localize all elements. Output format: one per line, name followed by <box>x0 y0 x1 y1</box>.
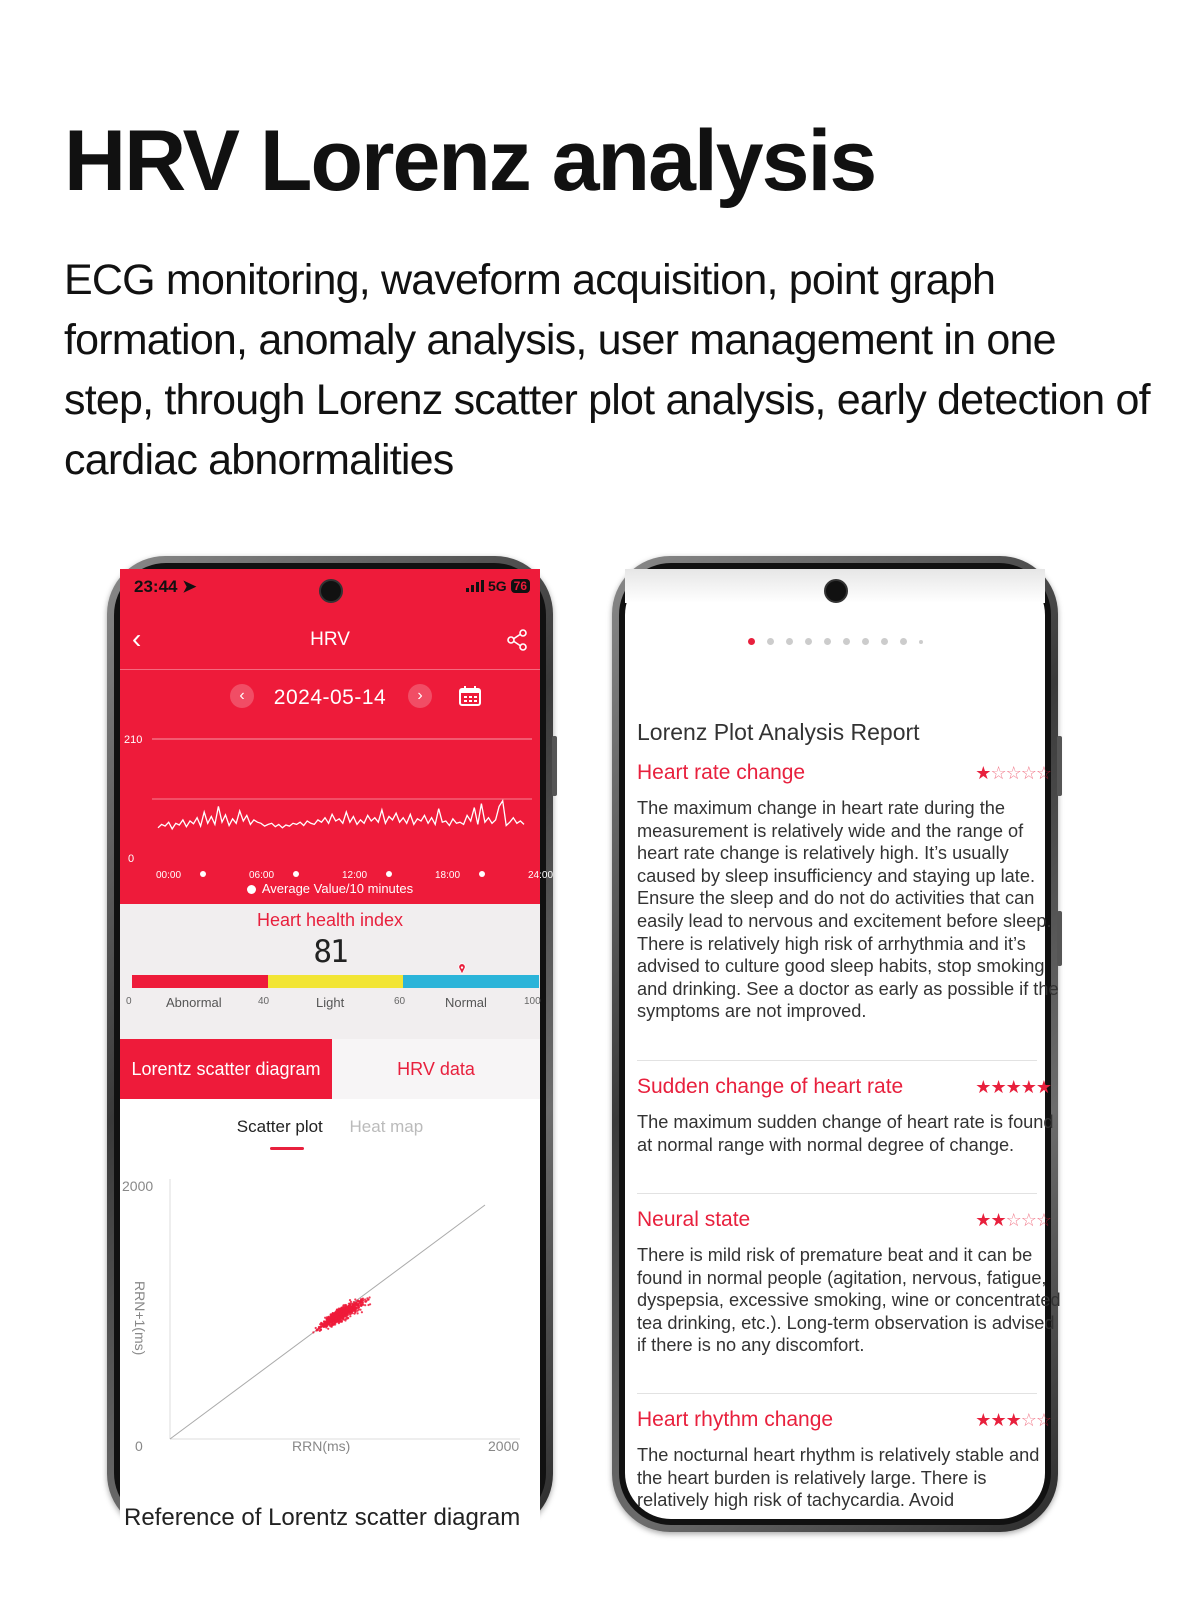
scatter-point <box>320 1329 322 1331</box>
scatter-point <box>333 1321 335 1323</box>
divider <box>637 1060 1037 1061</box>
star-filled-icon: ★ <box>990 1077 1006 1097</box>
star-empty-icon: ☆ <box>1020 1410 1036 1430</box>
scatter-point <box>326 1318 328 1320</box>
scatter-point <box>350 1305 352 1307</box>
chart-x-tick-label: 18:00 <box>435 870 461 881</box>
scatter-points <box>312 1296 371 1333</box>
light-segment <box>268 975 404 988</box>
star-rating <box>975 1210 1051 1231</box>
chart-legend: Average Value/10 minutes <box>120 881 540 896</box>
star-filled-icon: ★ <box>1035 1077 1051 1097</box>
star-filled-icon: ★ <box>990 1410 1006 1430</box>
star-filled-icon: ★ <box>990 1210 1006 1230</box>
tick-40: 40 <box>258 996 270 1007</box>
right-phone-screen <box>625 569 1061 1519</box>
next-date-button[interactable]: › <box>408 684 432 708</box>
scatter-point <box>353 1305 355 1307</box>
scatter-point <box>339 1313 341 1315</box>
tab-lorentz-scatter[interactable]: Lorentz scatter diagram <box>120 1039 332 1099</box>
right-phone <box>612 556 1061 1532</box>
scatter-point <box>340 1321 342 1323</box>
scatter-point <box>357 1312 359 1314</box>
signal-icon <box>466 580 484 592</box>
star-rating <box>975 1077 1051 1098</box>
zone-light: Light <box>316 995 345 1010</box>
status-time: 23:44 ➤ <box>134 577 197 596</box>
scatter-point <box>347 1317 349 1319</box>
chart-y-max-label: 210 <box>124 734 143 746</box>
health-index-value: 81 <box>313 934 347 970</box>
scatter-y-max-label: 2000 <box>122 1178 154 1194</box>
scatter-point <box>364 1301 366 1303</box>
scatter-point <box>343 1313 345 1315</box>
section-body: There is mild risk of premature beat and it can be found in normal people (agitation, nervous, fatigue, dyspepsia, excessive smoking, wine or concentrated tea drinking, etc.). Long-term observation is advised if there is no any discomfort. <box>637 1245 1061 1356</box>
scatter-point <box>332 1317 334 1319</box>
divider <box>637 1193 1037 1194</box>
section-body: The nocturnal heart rhythm is relatively stable and the heart burden is relatively large. There is relatively high risk of tachycardia. Avoid <box>637 1445 1040 1511</box>
scatter-point <box>328 1324 330 1326</box>
section-body: The maximum sudden change of heart rate is found at normal range with normal degree of change. <box>637 1112 1054 1155</box>
scatter-point <box>358 1306 360 1308</box>
page-dot[interactable] <box>824 638 831 645</box>
heart-health-index-panel <box>120 904 540 1039</box>
scatter-origin-label: 0 <box>135 1438 143 1454</box>
scatter-point <box>338 1317 340 1319</box>
scatter-point <box>359 1309 361 1311</box>
chart-x-tick-label: 24:00 <box>528 870 554 881</box>
zone-normal: Normal <box>445 995 487 1010</box>
scatter-point <box>326 1325 328 1327</box>
star-empty-icon: ☆ <box>990 763 1006 783</box>
page-dot[interactable] <box>767 638 774 645</box>
tick-0: 0 <box>126 996 132 1007</box>
scatter-plot-area <box>120 1099 540 1559</box>
health-index-marker-icon <box>457 964 467 974</box>
star-filled-icon: ★ <box>1005 1077 1021 1097</box>
side-button <box>1057 736 1062 796</box>
chart-x-tick-dot <box>386 871 392 877</box>
scatter-point <box>356 1310 358 1312</box>
subtab-heat-map[interactable]: Heat map <box>349 1117 424 1136</box>
chart-x-tick-dot <box>479 871 485 877</box>
scatter-point <box>354 1311 356 1313</box>
scatter-point <box>369 1303 371 1305</box>
scatter-point <box>318 1326 320 1328</box>
scatter-point <box>335 1312 337 1314</box>
page-dot[interactable] <box>786 638 793 645</box>
hrv-header-panel <box>120 569 554 904</box>
normal-segment <box>403 975 539 988</box>
health-index-bar <box>132 975 539 988</box>
back-arrow-icon[interactable]: ‹ <box>132 623 142 654</box>
battery-icon: 76 <box>511 579 530 593</box>
share-icon[interactable] <box>506 629 528 651</box>
section-heart-rhythm-change <box>637 1408 1051 1512</box>
hrv-line-chart <box>120 739 554 881</box>
scatter-point <box>340 1315 342 1317</box>
page-dot[interactable] <box>862 638 869 645</box>
scatter-point <box>342 1308 344 1310</box>
scatter-point <box>344 1311 346 1313</box>
scatter-point <box>321 1323 323 1325</box>
scatter-point <box>349 1315 351 1317</box>
star-empty-icon: ☆ <box>1005 1210 1021 1230</box>
camera-cutout <box>824 579 848 603</box>
star-filled-icon: ★ <box>975 1210 991 1230</box>
scatter-point <box>348 1308 350 1310</box>
scatter-point <box>367 1299 369 1301</box>
network-type: 5G <box>487 578 507 594</box>
status-indicators <box>466 578 530 594</box>
scatter-point <box>330 1325 332 1327</box>
page-title: HRV <box>310 629 350 650</box>
headline: HRV Lorenz analysis <box>64 113 876 209</box>
scatter-point <box>336 1320 338 1322</box>
chart-y-min-label: 0 <box>128 853 135 865</box>
section-body: The maximum change in heart rate during the measurement is relatively wide and the range of heart rate change is relatively high. It’s usually caused by sleep insufficiency and staying up late. Ensure the sleep and do not do activities that can easily lead to nervous and excitement before sleep. There is relatively high risk of arrhythmia and it’s advised to culture good sleep habits, stop smoking and drinking. See a doctor as early as possible if the symptoms are not improved. <box>637 798 1059 1022</box>
star-empty-icon: ☆ <box>1035 1210 1051 1230</box>
view-tabs <box>120 1039 540 1099</box>
star-filled-icon: ★ <box>1005 1410 1021 1430</box>
star-empty-icon: ☆ <box>1035 763 1051 783</box>
location-arrow-icon: ➤ <box>182 577 197 596</box>
scatter-point <box>339 1309 341 1311</box>
date-selector <box>120 679 540 719</box>
chart-x-tick-dot <box>200 871 206 877</box>
scatter-point <box>349 1299 351 1301</box>
scatter-point <box>327 1328 329 1330</box>
star-filled-icon: ★ <box>975 1077 991 1097</box>
left-phone <box>107 556 553 1532</box>
star-filled-icon: ★ <box>1020 1077 1036 1097</box>
scatter-point <box>362 1304 364 1306</box>
scatter-point <box>330 1319 332 1321</box>
section-title: Neural state <box>637 1208 751 1231</box>
lorenz-scatter-chart <box>120 1099 540 1549</box>
scatter-point <box>315 1327 317 1329</box>
subtitle: ECG monitoring, waveform acquisition, point graph formation, anomaly analysis, user management in one step, through Lorenz scatter plot analysis, early detection of cardiac abnormalities <box>64 256 1150 484</box>
tab-hrv-data[interactable]: HRV data <box>332 1039 540 1099</box>
scatter-point <box>343 1304 345 1306</box>
scatter-point <box>353 1301 355 1303</box>
reference-title: Reference of Lorentz scatter diagram <box>124 1504 521 1531</box>
previous-date-button[interactable]: ‹ <box>230 684 254 708</box>
section-title: Heart rate change <box>637 761 806 784</box>
page-dot[interactable] <box>900 638 907 645</box>
section-neural-state <box>637 1208 1061 1357</box>
section-sudden-change <box>637 1075 1054 1156</box>
chart-x-tick-label: 00:00 <box>156 870 182 881</box>
tick-60: 60 <box>394 996 406 1007</box>
scatter-point <box>362 1299 364 1301</box>
scatter-point <box>344 1319 346 1321</box>
camera-cutout <box>319 579 343 603</box>
star-rating <box>975 763 1051 784</box>
left-phone-screen <box>120 569 554 1531</box>
scatter-point <box>346 1313 348 1315</box>
scatter-point <box>317 1329 319 1331</box>
side-button <box>552 736 557 796</box>
scatter-point <box>356 1300 358 1302</box>
scatter-point <box>361 1301 363 1303</box>
scatter-point <box>335 1318 337 1320</box>
scatter-point <box>352 1309 354 1311</box>
scatter-y-axis-label: RRN+1(ms) <box>132 1281 148 1356</box>
section-title: Sudden change of heart rate <box>637 1075 904 1098</box>
chart-x-tick-dot <box>293 871 299 877</box>
abnormal-segment <box>132 975 268 988</box>
zone-abnormal: Abnormal <box>166 995 222 1010</box>
scatter-point <box>361 1311 363 1313</box>
scatter-point <box>334 1315 336 1317</box>
nav-bar <box>120 619 540 667</box>
star-empty-icon: ☆ <box>1020 763 1036 783</box>
section-heart-rate-change <box>637 761 1059 1023</box>
star-empty-icon: ☆ <box>1035 1410 1051 1430</box>
scatter-point <box>323 1326 325 1328</box>
divider <box>637 1393 1037 1394</box>
scatter-x-axis-label: RRN(ms) <box>292 1438 351 1454</box>
scatter-point <box>328 1317 330 1319</box>
scatter-point <box>360 1305 362 1307</box>
page-dot[interactable] <box>919 640 923 644</box>
section-title: Heart rhythm change <box>637 1408 834 1431</box>
page-indicator <box>625 632 1045 650</box>
scatter-point <box>357 1304 359 1306</box>
calendar-icon[interactable] <box>459 686 481 706</box>
tick-100: 100 <box>524 996 541 1007</box>
subtab-scatter-plot[interactable]: Scatter plot <box>236 1117 323 1136</box>
scatter-x-max-label: 2000 <box>488 1438 520 1454</box>
star-filled-icon: ★ <box>975 1410 991 1430</box>
selected-date: 2024-05-14 <box>273 686 387 709</box>
star-rating <box>975 1410 1051 1431</box>
page-dot[interactable] <box>843 638 850 645</box>
page-dot[interactable] <box>881 638 888 645</box>
star-empty-icon: ☆ <box>1020 1210 1036 1230</box>
page-dot[interactable] <box>748 638 755 645</box>
report-title: Lorenz Plot Analysis Report <box>637 719 920 745</box>
scatter-point <box>312 1331 314 1333</box>
hrv-series-line <box>158 801 524 829</box>
chart-x-tick-label: 06:00 <box>249 870 275 881</box>
scatter-point <box>346 1309 348 1311</box>
scatter-point <box>354 1298 356 1300</box>
scatter-point <box>351 1311 353 1313</box>
page-dot[interactable] <box>805 638 812 645</box>
star-empty-icon: ☆ <box>1005 763 1021 783</box>
scatter-point <box>323 1321 325 1323</box>
health-index-title: Heart health index <box>256 910 404 930</box>
scatter-point <box>369 1296 371 1298</box>
star-filled-icon: ★ <box>975 763 991 783</box>
chart-x-tick-label: 12:00 <box>342 870 368 881</box>
